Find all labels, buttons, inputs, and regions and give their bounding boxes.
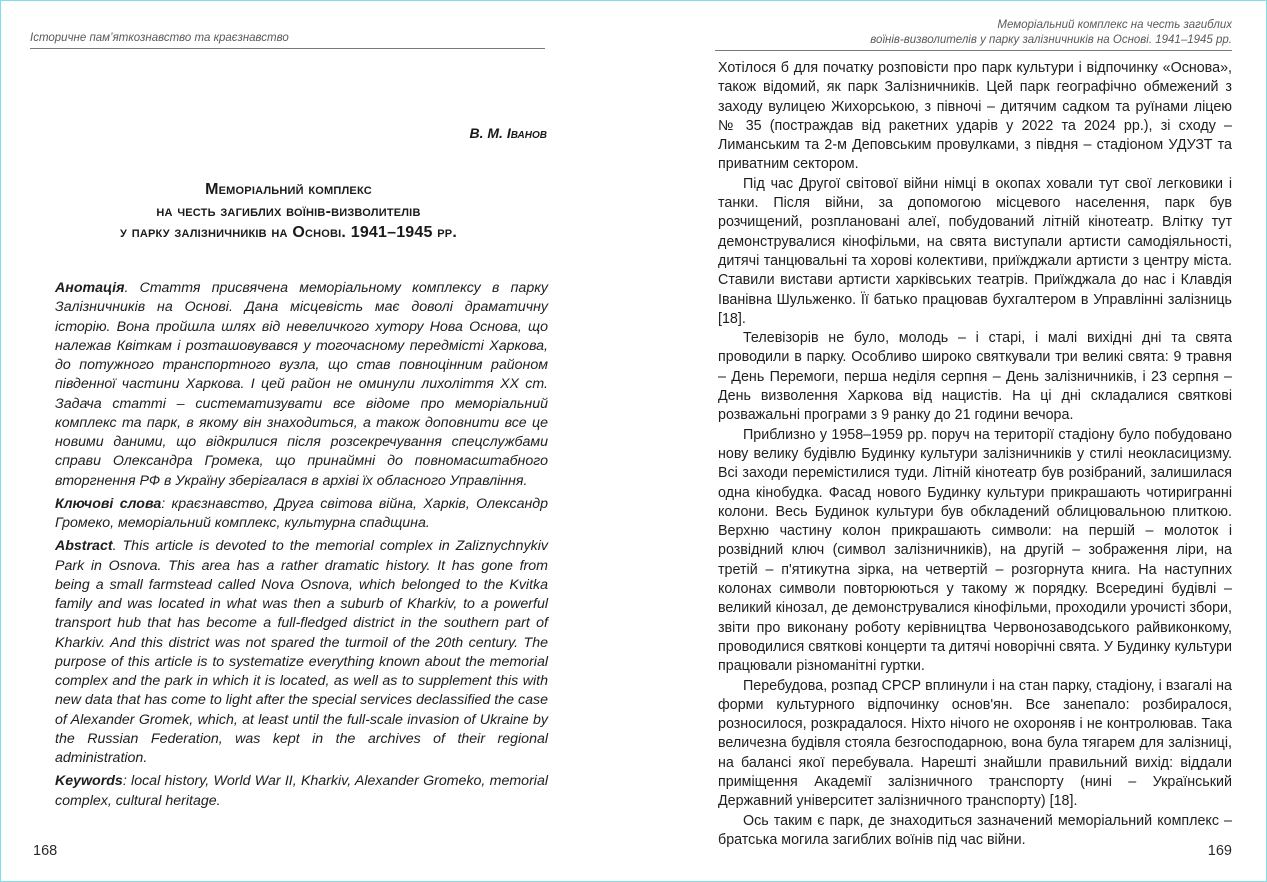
author-initials: В. М. <box>469 125 503 141</box>
title-line-1: Меморіальний комплекс <box>205 181 372 198</box>
title-line-3: у парку залізничників на Основі. 1941–1945 рр. <box>120 224 457 241</box>
body-paragraph-3: Телевізорів не було, молодь – і старі, і малі вихідні дні та свята проводили в парку. Особливо широко святкували три великі свята: 9 травня – День Перемоги, перша неділя серпня – День залізничників, і 23 серпня – День визволення Харкова від нацистів. На ці дні складалися святкові розважальні програми з 9 ранку до 21 години вечора. <box>718 330 1232 424</box>
left-page <box>0 0 633 882</box>
body-paragraph-1: Хотілося б для початку розповісти про парк культури і відпочинку «Основа», також відомий, як парк Залізничників. Цей парк географічно обмежений з заходу вулицею Жихорською, з півночі – дитячим садком та руїнами ліцею № 35 (постраждав від ракетних ударів у 2022 та 2024 рр.), зі сходу – Лиманським та 2-м Деповським провулками, з півдня – стадіоном УДУЗТ та приватним сектором. <box>718 60 1232 173</box>
keywords-en-text: : local history, World War II, Kharkiv, Alexander Gromeko, memorial complex, cultural heritage. <box>55 773 548 809</box>
abstract-en-paragraph <box>55 537 548 768</box>
running-header-right <box>715 18 1232 51</box>
keywords-ua-label: Ключові слова <box>55 495 162 512</box>
running-header-left: Історичне пам’яткознавство та краєзнавство <box>30 32 545 49</box>
annotation-text: . Стаття присвячена меморіальному комплексу в парку Залізничників на Основі. Дана місцевість має доволі драматичну історію. Вона пройшла шлях від невеличкого хутору Нова Основа, що належав Квіткам і розташовувався у тогочасному передмісті Харкова, до потужного транспортного вузла, що став повноцінним районом південної частини Харкова. І цей район не оминули лихоліття XX ст. Задача статті – систематизувати все відоме про меморіальний комплекс та парк, в якому він знаходиться, а також доповнити все це новими даними, що відкрилися після розсекречування спецслужбами справи Олександра Громека, що принаймні до повномасштабного вторгнення РФ в Україну зберігалася в архіві їх обласного Управління. <box>55 280 548 489</box>
annotation-paragraph <box>55 279 548 491</box>
page-number-right: 169 <box>1207 843 1232 859</box>
author-surname: Іванов <box>506 125 547 141</box>
keywords-ua-text: : краєзнавство, Друга світова війна, Харків, Олександр Громеко, меморіальний комплекс, культурна спадщина. <box>55 495 549 531</box>
abstract-block <box>55 279 548 815</box>
keywords-ua-paragraph <box>55 495 548 534</box>
running-header-right-line-1: Меморіальний комплекс на честь загиблих <box>997 19 1232 31</box>
page-number-left: 168 <box>33 843 58 859</box>
abstract-en-text: . This article is devoted to the memorial complex in Zaliznychnykiv Park in Osnova. This area has a rather dramatic history. It has gone from being a small farmstead called Nova Osnova, which belonged to the Kvitka family and was located in what was then a suburb of Kharkiv, to a powerful transport hub that has become a full-fledged district in the southern part of Kharkiv. And this district was not spared the turmoil of the 20th century. The purpose of this article is to systematize everything known about the memorial complex and the park in which it is located, as well as to supplement this with new data that has come to light after the special services declassified the case of Alexander Gromek, which, at least until the full-scale invasion of Ukraine by the Russian Federation, was kept in the archives of their regional administration. <box>55 538 548 766</box>
body-paragraph-2: Під час Другої світової війни німці в окопах ховали тут свої легковики і танки. Після війни, за допомогою місцевого населення, парк був розчищений, розплановані алеї, побудований літній кінотеатр. Влітку тут демонструвалися кінофільми, на свята виступали артисти самодіяльності, дитячі танцювальні та хорові колективи, приїжджали артисти з центру міста. Ставили вистави артисти харківських театрів. Приїжджала до нас і Клавдія Іванівна Шульженко. Її батько працював бухгалтером в Управлінні залізниць [18]. <box>718 175 1232 327</box>
right-page <box>633 0 1267 882</box>
keywords-en-label: Keywords <box>55 773 123 790</box>
annotation-label: Анотація <box>55 280 125 296</box>
author-name <box>30 125 547 141</box>
body-paragraph-6: Ось таким є парк, де знаходиться зазначений меморіальний комплекс – братська могила загиблих воїнів під час війни. <box>718 812 1232 848</box>
body-paragraph-4: Приблизно у 1958–1959 рр. поруч на території стадіону було побудовано нову велику будівлю Будинку культури залізничників у стилі неокласицизму. Всі заходи перемістилися туди. Літній кінотеатр був розібраний, залишилася одна кінобудка. Фасад нового Будинку культури прикрашають чотиригранні колони. Весь Будинок культури був обкладений облицювальною плиткою. Верхню частину колон прикрашають символи: на першій – молоток і розвідний ключ (символ залізничників), на другій – зображення ліри, на третій – п'ятикутна зірка, на четвертій – розгорнута книга. На наступних колонах символи повторюються у такому ж порядку. Всередині будівлі – великий кінозал, де демонструвалися кінофільми, проходили урочисті збори, звіти про виконану роботу керівництва Червонозаводського райвиконкому, проводилися святкові концерти та дитячі новорічні свята. У Будинку культури працювали різноманітні гуртки. <box>718 426 1232 675</box>
body-paragraph-5: Перебудова, розпад СРСР вплинули і на стан парку, стадіону, і взагалі на форми культурного відпочинку основ'ян. Все занепало: розбиралося, розносилося, розкрадалося. Ніхто нічого не охороняв і не контролював. Така величезна будівля стояла безгосподарною, вона була тягарем для залізниці, на балансі якої перебувала. Нарешті знайшли правильний вихід: віддали приміщення Академії залізничного транспорту (нині – Український Державний університет залізничного транспорту) [18]. <box>718 677 1232 810</box>
title-line-2: на честь загиблих воїнів-визволителів <box>156 202 421 220</box>
running-header-right-line-2: воїнів-визволителів у парку залізничників на Основі. 1941–1945 рр. <box>870 33 1232 46</box>
abstract-en-label: Abstract <box>55 538 113 555</box>
article-title <box>30 179 547 244</box>
keywords-en-paragraph <box>55 772 548 811</box>
body-text <box>718 59 1232 850</box>
